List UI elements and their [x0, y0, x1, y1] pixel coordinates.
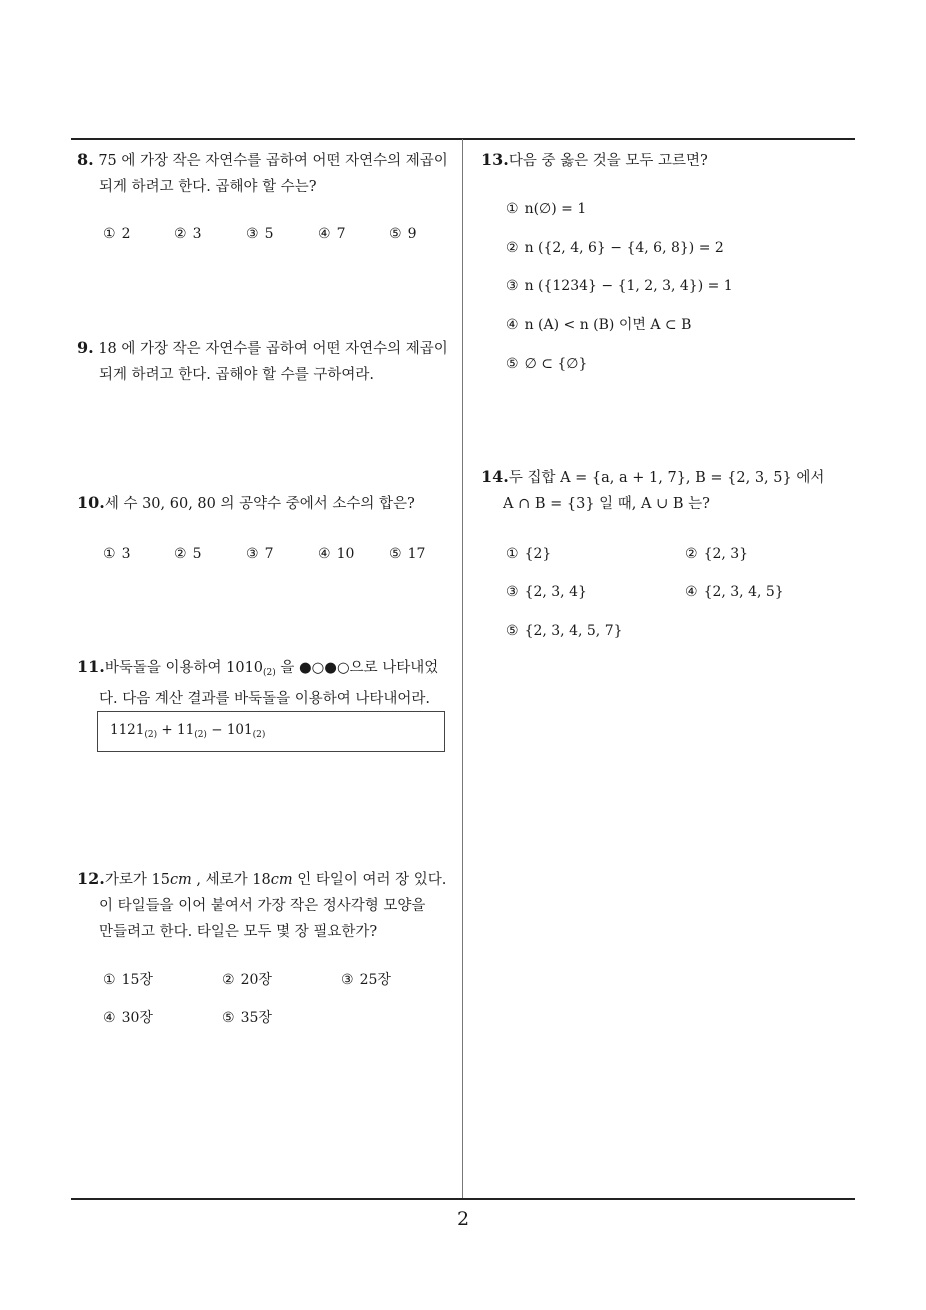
- question-14: [481, 464, 824, 517]
- q8-choice-3[interactable]: [246, 224, 273, 244]
- q12-choice-4[interactable]: [103, 1008, 153, 1028]
- question-9-number: 9.: [77, 338, 94, 357]
- q14-choice-1[interactable]: [506, 544, 551, 564]
- question-13: [481, 147, 708, 174]
- q13-choice-1[interactable]: [506, 199, 586, 219]
- choice-text: 7: [264, 546, 274, 562]
- choice-text: 30장: [121, 1010, 153, 1026]
- question-8-number: 8.: [77, 150, 94, 169]
- question-12-text-2: 이 타일들을 이어 붙여서 가장 작은 정사각형 모양을: [99, 898, 426, 914]
- choice-text: {2, 3, 4, 5}: [703, 584, 784, 600]
- question-9: [77, 335, 448, 388]
- question-11: [77, 654, 438, 712]
- choice-mark: ①: [103, 226, 116, 242]
- q13-choice-2[interactable]: [506, 238, 724, 258]
- q8-choice-2[interactable]: [174, 224, 201, 244]
- choice-text: {2}: [524, 546, 552, 562]
- question-11-number: 11.: [77, 657, 105, 676]
- choice-text: 15장: [121, 972, 153, 988]
- q13-choice-5[interactable]: [506, 354, 587, 374]
- choice-mark: ②: [174, 226, 187, 242]
- choice-mark: ①: [506, 201, 519, 217]
- choice-mark: ⑤: [389, 546, 402, 562]
- q8-choice-1[interactable]: [103, 224, 130, 244]
- choice-mark: ③: [341, 972, 354, 988]
- choice-text: {2, 3, 4, 5, 7}: [524, 623, 623, 639]
- question-9-text-1: 18 에 가장 작은 자연수를 곱하여 어떤 자연수의 제곱이: [98, 341, 448, 357]
- choice-text: 9: [407, 226, 417, 242]
- choice-mark: ④: [506, 317, 519, 333]
- unit-cm: cm: [270, 872, 293, 888]
- q13-choice-4[interactable]: [506, 315, 691, 335]
- choice-mark: ⑤: [506, 623, 519, 639]
- choice-text: 20장: [240, 972, 272, 988]
- choice-mark: ③: [246, 226, 259, 242]
- question-13-line-1: [481, 147, 708, 174]
- calc-term-1: 1121: [110, 722, 145, 738]
- q14-choice-4[interactable]: [685, 582, 784, 602]
- choice-text: 7: [336, 226, 346, 242]
- question-14-text-1: 두 집합 A = {a, a + 1, 7}, B = {2, 3, 5} 에서: [508, 470, 825, 486]
- question-13-text-1: 다음 중 옳은 것을 모두 고르면?: [508, 153, 708, 169]
- q12-choice-3[interactable]: [341, 970, 391, 990]
- question-12-text-3: 만들려고 한다. 타일은 모두 몇 장 필요한가?: [99, 924, 378, 940]
- choice-text: 5: [192, 546, 202, 562]
- choice-text: 35장: [240, 1010, 272, 1026]
- question-14-number: 14.: [481, 467, 509, 486]
- question-12-number: 12.: [77, 869, 105, 888]
- question-14-line-1: [481, 464, 824, 491]
- choice-text: 17: [407, 546, 426, 562]
- question-13-number: 13.: [481, 150, 509, 169]
- base-subscript: (2): [263, 668, 276, 678]
- choice-mark: ②: [506, 240, 519, 256]
- question-11-text-2: 다. 다음 계산 결과를 바둑돌을 이용하여 나타내어라.: [99, 691, 431, 707]
- choice-text: 2: [121, 226, 131, 242]
- choice-mark: ③: [506, 278, 519, 294]
- column-divider: [462, 139, 463, 1199]
- choice-text: n ({2, 4, 6} − {4, 6, 8}) = 2: [524, 240, 724, 256]
- calculation-box: [97, 711, 445, 752]
- calc-sub-2: (2): [194, 730, 207, 740]
- q14-choice-2[interactable]: [685, 544, 748, 564]
- question-8: [77, 147, 448, 200]
- q12-choice-2[interactable]: [222, 970, 272, 990]
- question-11-text-1a: 바둑돌을 이용하여 1010: [104, 660, 264, 676]
- question-10-text-1: 세 수 30, 60, 80 의 공약수 중에서 소수의 합은?: [104, 496, 415, 512]
- question-14-text-2: A ∩ B = {3} 일 때, A ∪ B 는?: [503, 496, 710, 512]
- question-12-text-1b: , 세로가 18: [191, 872, 271, 888]
- q10-choice-4[interactable]: [318, 544, 354, 564]
- choice-mark: ④: [103, 1010, 116, 1026]
- choice-mark: ②: [685, 546, 698, 562]
- calc-term-3: − 101: [206, 722, 253, 738]
- choice-text: n (A) < n (B) 이면 A ⊂ B: [524, 317, 692, 333]
- question-11-text-1b: 을 ●○●○으로 나타내었: [275, 660, 439, 676]
- choice-mark: ②: [222, 972, 235, 988]
- choice-text: ∅ ⊂ {∅}: [524, 356, 588, 372]
- choice-text: 5: [264, 226, 274, 242]
- choice-text: n(∅) = 1: [524, 201, 587, 217]
- q14-choice-5[interactable]: [506, 621, 623, 641]
- unit-cm: cm: [169, 872, 192, 888]
- choice-text: 25장: [359, 972, 391, 988]
- q14-choice-3[interactable]: [506, 582, 587, 602]
- choice-mark: ③: [506, 584, 519, 600]
- question-9-text-2: 되게 하려고 한다. 곱해야 할 수를 구하여라.: [99, 367, 374, 383]
- choice-text: {2, 3}: [703, 546, 749, 562]
- choice-mark: ⑤: [222, 1010, 235, 1026]
- q8-choice-5[interactable]: [389, 224, 416, 244]
- question-12-text-1c: 인 타일이 여러 장 있다.: [292, 872, 447, 888]
- question-12-line-1: [77, 866, 446, 893]
- question-10-number: 10.: [77, 493, 105, 512]
- choice-text: 10: [336, 546, 355, 562]
- question-11-line-1: [77, 654, 438, 686]
- bottom-rule: [71, 1198, 855, 1200]
- choice-mark: ⑤: [506, 356, 519, 372]
- q10-choice-3[interactable]: [246, 544, 273, 564]
- choice-mark: ③: [246, 546, 259, 562]
- q8-choice-4[interactable]: [318, 224, 345, 244]
- calc-sub-1: (2): [144, 730, 158, 740]
- choice-mark: ①: [103, 972, 116, 988]
- choice-mark: ①: [103, 546, 116, 562]
- choice-text: n ({1234} − {1, 2, 3, 4}) = 1: [524, 278, 733, 294]
- choice-text: 3: [121, 546, 131, 562]
- choice-mark: ②: [174, 546, 187, 562]
- question-10-line-1: [77, 490, 415, 517]
- question-8-text-2: 되게 하려고 한다. 곱해야 할 수는?: [99, 179, 317, 195]
- calc-term-2: + 11: [157, 722, 195, 738]
- choice-mark: ④: [318, 546, 331, 562]
- q13-choice-3[interactable]: [506, 276, 733, 296]
- question-8-line-1: [77, 147, 448, 174]
- q10-choice-1[interactable]: [103, 544, 130, 564]
- q12-choice-1[interactable]: [103, 970, 153, 990]
- top-rule: [71, 138, 855, 140]
- calc-sub-3: (2): [252, 730, 266, 740]
- question-12: [77, 866, 446, 945]
- choice-text: 3: [192, 226, 202, 242]
- q10-choice-5[interactable]: [389, 544, 425, 564]
- choice-text: {2, 3, 4}: [524, 584, 587, 600]
- choice-mark: ①: [506, 546, 519, 562]
- q10-choice-2[interactable]: [174, 544, 201, 564]
- question-9-line-1: [77, 335, 448, 362]
- q12-choice-5[interactable]: [222, 1008, 272, 1028]
- choice-mark: ⑤: [389, 226, 402, 242]
- question-10: [77, 490, 415, 517]
- question-8-text-1: 75 에 가장 작은 자연수를 곱하여 어떤 자연수의 제곱이: [98, 153, 448, 169]
- choice-mark: ④: [685, 584, 698, 600]
- choice-mark: ④: [318, 226, 331, 242]
- page-number: 2: [456, 1208, 470, 1230]
- question-12-text-1a: 가로가 15: [104, 872, 170, 888]
